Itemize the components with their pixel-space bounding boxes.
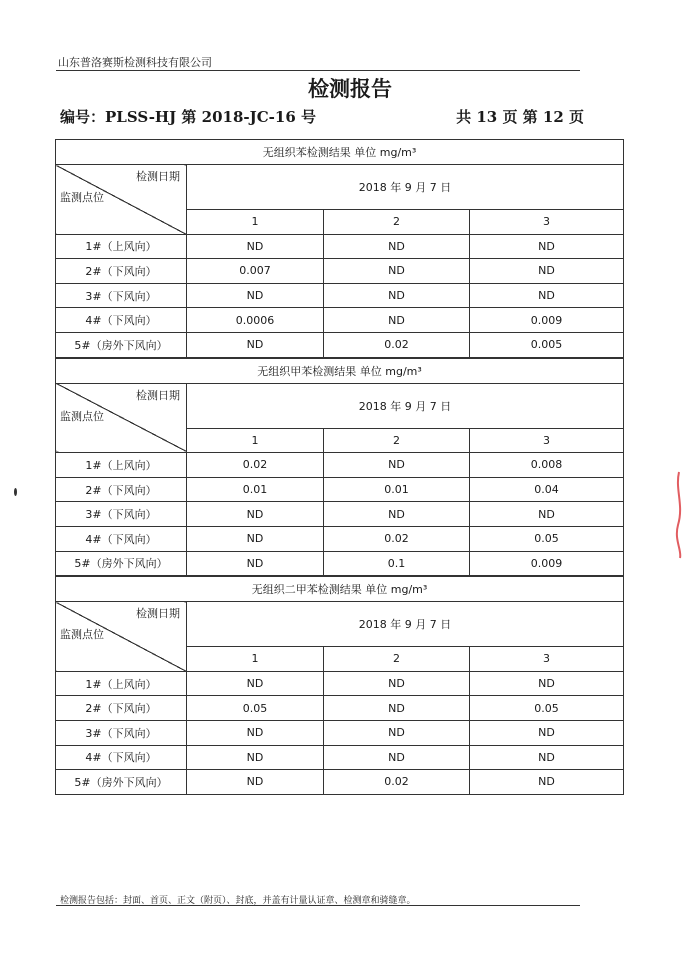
document-number: 编号：PLSS-HJ 第 2018-JC-16 号 — [60, 108, 316, 126]
column-header: 2 — [324, 428, 470, 453]
corner-label-date: 检测日期 — [136, 607, 180, 621]
table-row — [56, 308, 624, 333]
monitoring-point: 3#（下风向） — [56, 720, 187, 745]
table-caption: 无组织甲苯检测结果 单位 mg/m³ — [56, 358, 624, 383]
result-value: 0.05 — [187, 696, 324, 721]
corner-label-point: 监测点位 — [60, 628, 104, 642]
scan-speck — [14, 488, 17, 496]
result-value: 0.02 — [324, 526, 470, 551]
result-value: ND — [470, 502, 624, 527]
result-value: ND — [187, 502, 324, 527]
result-value: 0.02 — [324, 770, 470, 795]
column-header: 2 — [324, 647, 470, 672]
result-value: 0.008 — [470, 453, 624, 478]
result-value: ND — [324, 696, 470, 721]
result-value: ND — [324, 502, 470, 527]
sampling-date: 2018 年 9 月 7 日 — [187, 383, 624, 428]
result-value: ND — [187, 332, 324, 357]
result-value: 0.009 — [470, 308, 624, 333]
result-value: ND — [187, 720, 324, 745]
table-caption: 无组织苯检测结果 单位 mg/m³ — [56, 140, 624, 165]
monitoring-point: 1#（上风向） — [56, 671, 187, 696]
result-value: ND — [470, 259, 624, 284]
result-value: 0.009 — [470, 551, 624, 576]
table-row — [56, 477, 624, 502]
result-value: ND — [187, 551, 324, 576]
result-value: ND — [470, 745, 624, 770]
result-value: 0.01 — [187, 477, 324, 502]
result-value: ND — [324, 453, 470, 478]
monitoring-point: 4#（下风向） — [56, 745, 187, 770]
table-row — [56, 234, 624, 259]
result-value: ND — [324, 720, 470, 745]
corner-label-point: 监测点位 — [60, 409, 104, 423]
corner-label-date: 检测日期 — [136, 388, 180, 402]
table-row — [56, 696, 624, 721]
page-title: 检测报告 — [308, 77, 392, 101]
result-value: 0.01 — [324, 477, 470, 502]
table-row — [56, 259, 624, 284]
table-row — [56, 502, 624, 527]
column-header: 3 — [470, 210, 624, 235]
corner-label-date: 检测日期 — [136, 170, 180, 183]
column-header: 2 — [324, 210, 470, 235]
monitoring-point: 2#（下风向） — [56, 477, 187, 502]
monitoring-point: 1#（上风向） — [56, 234, 187, 259]
result-value: ND — [470, 770, 624, 795]
result-value: 0.02 — [324, 332, 470, 357]
result-value: 0.007 — [187, 259, 324, 284]
table-row — [56, 526, 624, 551]
table-row — [56, 720, 624, 745]
result-value: 0.05 — [470, 696, 624, 721]
table-row — [56, 453, 624, 478]
monitoring-point: 5#（房外下风向） — [56, 770, 187, 795]
corner-header-cell — [56, 165, 187, 235]
result-value: 0.1 — [324, 551, 470, 576]
result-value: ND — [187, 770, 324, 795]
result-value: ND — [187, 283, 324, 308]
corner-label-point: 监测点位 — [60, 191, 104, 204]
monitoring-point: 5#（房外下风向） — [56, 332, 187, 357]
result-value: ND — [324, 745, 470, 770]
column-header: 3 — [470, 428, 624, 453]
table-caption: 无组织二甲苯检测结果 单位 mg/m³ — [56, 577, 624, 602]
result-value: 0.04 — [470, 477, 624, 502]
result-value: ND — [324, 283, 470, 308]
toluene-results-table — [55, 358, 624, 577]
table-row — [56, 770, 624, 795]
monitoring-point: 2#（下风向） — [56, 259, 187, 284]
corner-header-cell — [56, 602, 187, 672]
result-value: ND — [187, 234, 324, 259]
table-row — [56, 332, 624, 357]
column-header: 1 — [187, 428, 324, 453]
result-value: ND — [324, 671, 470, 696]
footer-note: 检测报告包括：封面、首页、正文（附页）、封底，并盖有计量认证章、检测章和骑缝章。 — [60, 896, 416, 906]
monitoring-point: 4#（下风向） — [56, 526, 187, 551]
column-header: 3 — [470, 647, 624, 672]
seal-edge-mark — [672, 470, 686, 560]
page-info: 共 13 页 第 12 页 — [456, 108, 584, 126]
monitoring-point: 5#（房外下风向） — [56, 551, 187, 576]
monitoring-point: 3#（下风向） — [56, 283, 187, 308]
table-row — [56, 745, 624, 770]
result-value: ND — [470, 720, 624, 745]
result-value: ND — [187, 526, 324, 551]
result-value: 0.005 — [470, 332, 624, 357]
result-value: ND — [324, 308, 470, 333]
header-divider — [56, 70, 580, 71]
table-row — [56, 671, 624, 696]
result-value: ND — [470, 671, 624, 696]
result-value: ND — [187, 745, 324, 770]
column-header: 1 — [187, 210, 324, 235]
result-value: ND — [324, 259, 470, 284]
result-value: 0.02 — [187, 453, 324, 478]
company-name: 山东普洛赛斯检测科技有限公司 — [58, 56, 212, 69]
sampling-date: 2018 年 9 月 7 日 — [187, 602, 624, 647]
result-value: 0.05 — [470, 526, 624, 551]
monitoring-point: 3#（下风向） — [56, 502, 187, 527]
monitoring-point: 4#（下风向） — [56, 308, 187, 333]
result-value: ND — [470, 234, 624, 259]
corner-header-cell — [56, 383, 187, 453]
table-row — [56, 551, 624, 576]
monitoring-point: 2#（下风向） — [56, 696, 187, 721]
benzene-results-table — [55, 139, 624, 358]
monitoring-point: 1#（上风向） — [56, 453, 187, 478]
results-tables — [55, 139, 623, 795]
footer-divider — [56, 905, 580, 906]
xylene-results-table — [55, 576, 624, 795]
table-row — [56, 283, 624, 308]
sampling-date: 2018 年 9 月 7 日 — [187, 165, 624, 210]
result-value: 0.0006 — [187, 308, 324, 333]
result-value: ND — [187, 671, 324, 696]
column-header: 1 — [187, 647, 324, 672]
result-value: ND — [470, 283, 624, 308]
result-value: ND — [324, 234, 470, 259]
